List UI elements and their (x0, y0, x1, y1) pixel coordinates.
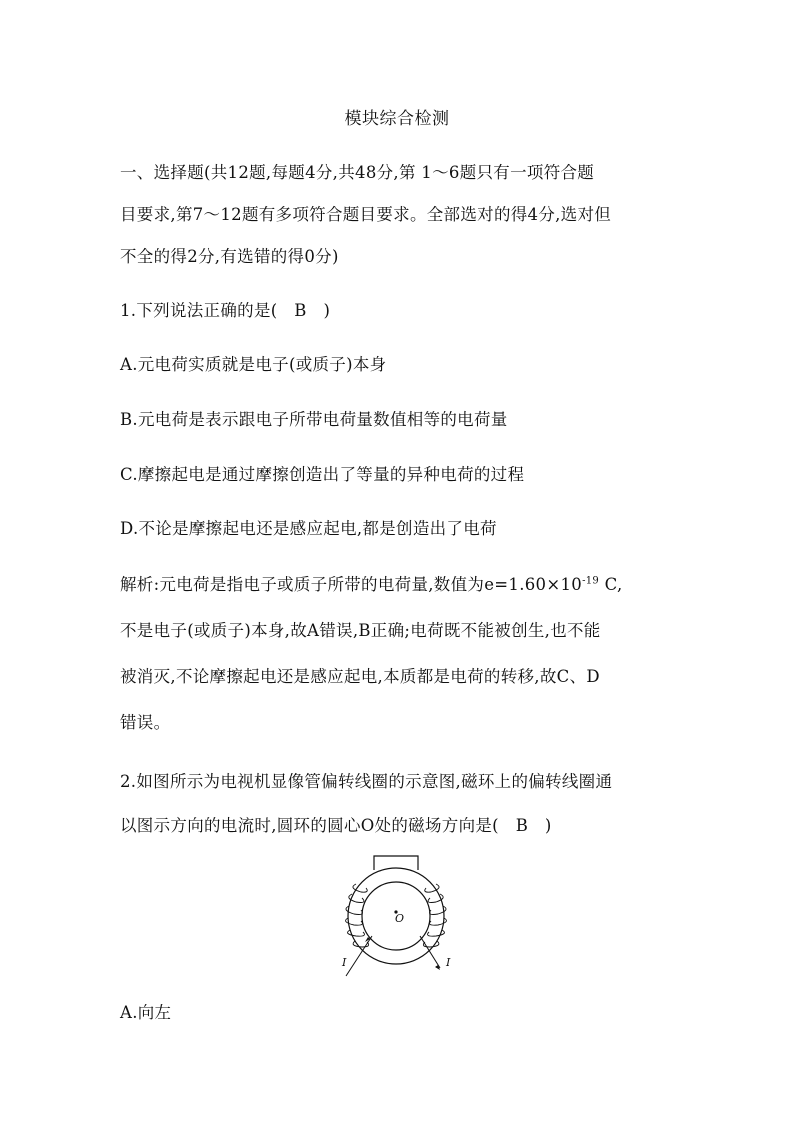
deflection-coil-diagram (334, 852, 458, 982)
question-2-option-a: A.向左 (120, 1003, 172, 1022)
center-label-o: O (395, 912, 405, 925)
question-1-option-d: D.不论是摩擦起电还是感应起电,都是创造出了电荷 (120, 519, 497, 538)
question-1-stem: 1.下列说法正确的是( B ) (120, 301, 331, 320)
instructions-line: 不全的得2分,有选错的得0分) (120, 247, 339, 266)
section-instructions (120, 152, 680, 278)
analysis-text: C, (599, 575, 623, 594)
coil-figure-svg (334, 852, 458, 982)
analysis-line (120, 562, 680, 608)
question-1-option-b: B.元电荷是表示跟电子所带电荷量数值相等的电荷量 (120, 410, 508, 429)
question-2-stem (120, 760, 680, 848)
question-1-analysis (120, 562, 680, 746)
current-label-left: I (342, 956, 347, 969)
instructions-line: 一、选择题(共12题,每题4分,共48分,第 1～6题只有一项符合题 (120, 163, 595, 182)
stem-line: 2.如图所示为电视机显像管偏转线圈的示意图,磁环上的偏转线圈通 (120, 772, 613, 791)
analysis-line: 被消灭,不论摩擦起电还是感应起电,本质都是电荷的转移,故C、D (120, 667, 600, 686)
current-label-right: I (446, 956, 451, 969)
exponent: -19 (582, 575, 600, 587)
instructions-line: 目要求,第7～12题有多项符合题目要求。全部选对的得4分,选对但 (120, 205, 612, 224)
analysis-text: 解析:元电荷是指电子或质子所带的电荷量,数值为e=1.60×10 (120, 575, 583, 594)
question-1-option-c: C.摩擦起电是通过摩擦创造出了等量的异种电荷的过程 (120, 465, 525, 484)
page-title: 模块综合检测 (344, 109, 450, 129)
stem-line: 以图示方向的电流时,圆环的圆心O处的磁场方向是( B ) (120, 816, 552, 835)
analysis-line: 不是电子(或质子)本身,故A错误,B正确;电荷既不能被创生,也不能 (120, 621, 601, 640)
analysis-line: 错误。 (120, 713, 171, 732)
question-1-option-a: A.元电荷实质就是电子(或质子)本身 (120, 355, 387, 374)
